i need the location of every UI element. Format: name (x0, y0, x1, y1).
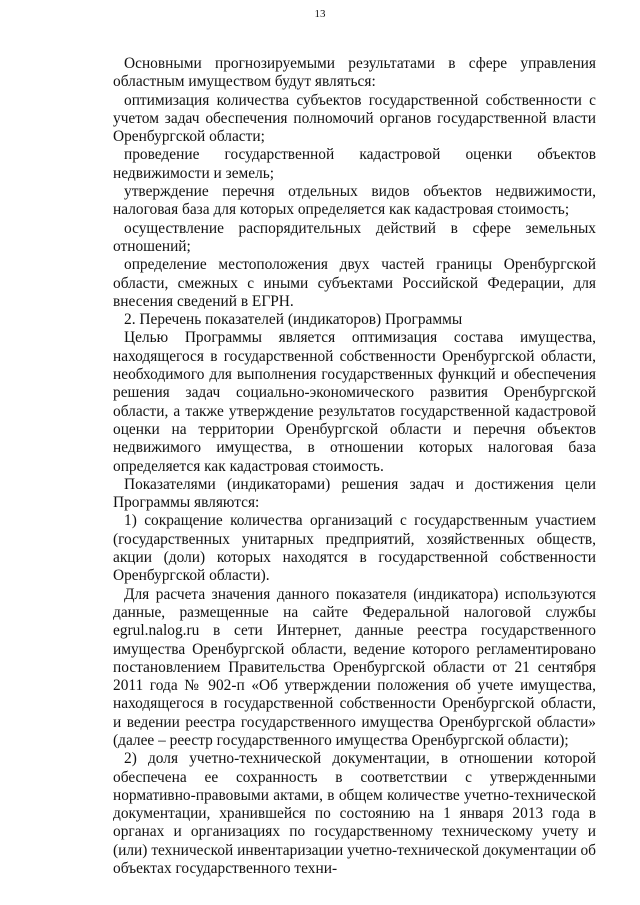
result-item: проведение государственной кадастровой оценки объектов недвижимости и земель; (113, 146, 596, 182)
intro-paragraph: Основными прогнозируемыми результатами в сфере управления областным имуществом будут являться: (113, 55, 596, 91)
result-item: осуществление распорядительных действий в сфере земельных отношений; (113, 219, 596, 255)
page-number: 13 (314, 8, 326, 20)
section-heading: 2. Перечень показателей (индикаторов) Программы (124, 311, 463, 329)
body-paragraph: 2) доля учетно-технической документации, в отношении которой обеспечена ее сохранность в соответствии с утвержденными нормативно-правовыми актами, в общем количестве учетно-технической документации, хранившейся по состоянию на 1 января 2013 года в органах и организациях по государственному техническому учету и (или) технической инвентаризации учетно-технической документации об объектах государственного техни- (113, 750, 596, 878)
body-paragraph: Для расчета значения данного показателя (индикатора) используются данные, размещенные на сайте Федеральной налоговой службы egrul.nalog.ru в сети Интернет, данные реестра государственного имущества Оренбургской области, ведение которого регламентировано постановлением Правительства Оренбургской области от 21 сентября 2011 года № 902-п «Об утверждении положения об учете имущества, находящегося в государственной собственности Оренбургской области, и ведении реестра государственного имущества Оренбургской области» (далее – реестр государственного имущества Оренбургской области); (113, 585, 596, 749)
body-paragraph: 1) сокращение количества организаций с государственным участием (государственных унитарных предприятий, хозяйственных обществ, акции (доли) которых находятся в государственной собственности Оренбургской области). (113, 512, 596, 585)
result-item: утверждение перечня отдельных видов объектов недвижимости, налоговая база для которых определяется как кадастровая стоимость; (113, 183, 596, 219)
body-paragraph: Показателями (индикаторами) решения задач и достижения цели Программы являются: (113, 475, 596, 512)
result-item: определение местоположения двух частей границы Оренбургской области, смежных с иными субъектами Российской Федерации, для внесения сведений в ЕГРН. (113, 256, 596, 310)
body-paragraph: Целью Программы является оптимизация состава имущества, находящегося в государственной собственности Оренбургской области, необходимого для выполнения государственных функций и обеспечения решения задач социально-экономического развития Оренбургской области, а также утверждение результатов государственной кадастровой оценки на территории Оренбургской области и перечня объектов недвижимого имущества, в отношении которых налоговая база определяется как кадастровая стоимость. (113, 329, 596, 475)
result-item: оптимизация количества субъектов государственной собственности с учетом задач обеспечения полномочий органов государственной власти Оренбургской области; (113, 91, 596, 146)
document-body (113, 55, 596, 878)
